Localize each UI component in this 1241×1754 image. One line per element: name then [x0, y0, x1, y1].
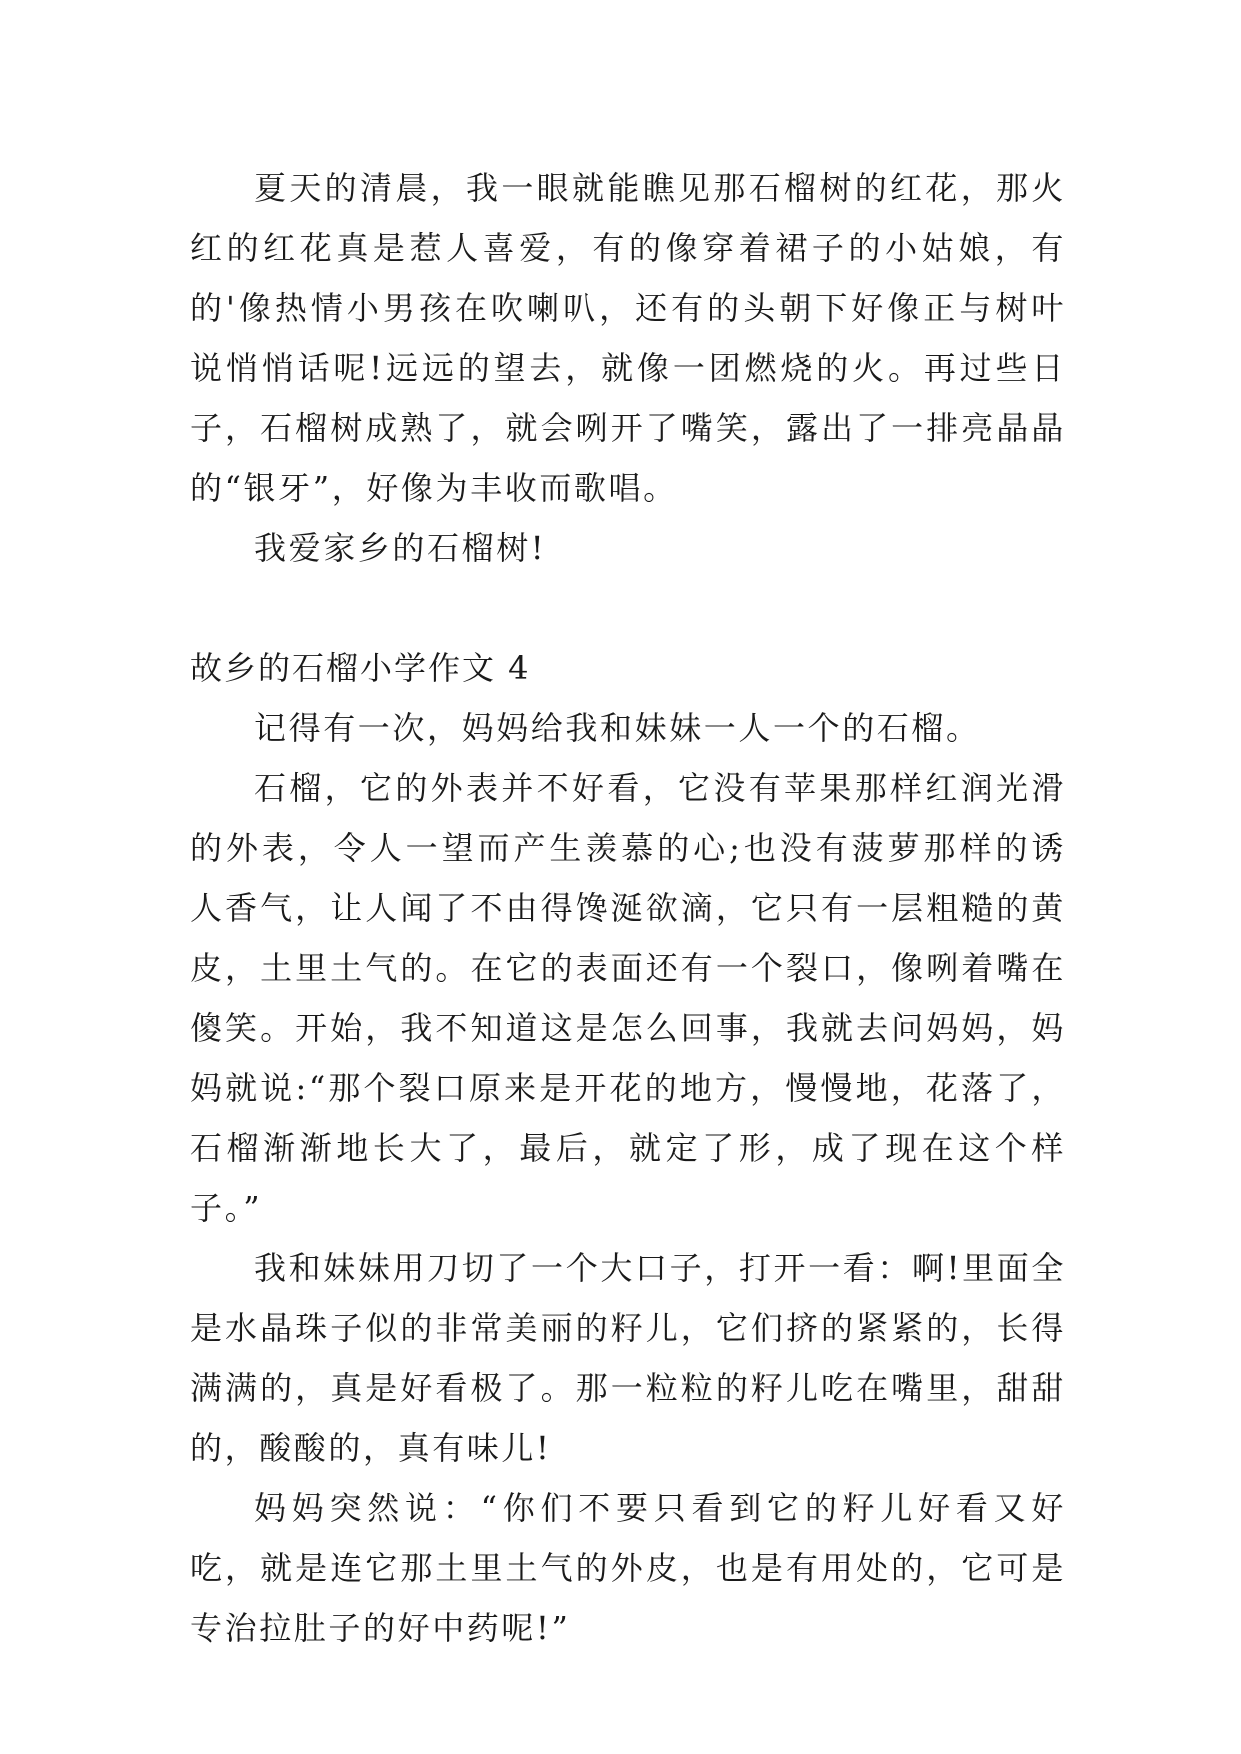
section-gap [190, 578, 1066, 638]
paragraph-pomegranate-appearance: 石榴，它的外表并不好看，它没有苹果那样红润光滑的外表，令人一望而产生羡慕的心;也没有菠萝那样的诱人香气，让人闻了不由得馋涎欲滴，它只有一层粗糙的黄皮，土里土气的。在它的表面还有一个裂口，像咧着嘴在傻笑。开始，我不知道这是怎么回事，我就去问妈妈，妈妈就说:“那个裂口原来是开花的地方，慢慢地，花落了，石榴渐渐地长大了，最后，就定了形，成了现在这个样子。” [190, 769, 1066, 1227]
paragraph-summer-morning: 夏天的清晨，我一眼就能瞧见那石榴树的红花，那火红的红花真是惹人喜爱，有的像穿着裙子的小姑娘，有的'像热情小男孩在吹喇叭，还有的头朝下好像正与树叶说悄悄话呢!远远的望去，就像一团燃烧的火。再过些日子，石榴树成熟了，就会咧开了嘴笑，露出了一排亮晶晶的“银牙”，好像为丰收而歌唱。 [190, 169, 1066, 507]
paragraph-love-pomegranate: 我爱家乡的石榴树! [254, 529, 547, 567]
document-body [190, 158, 1066, 1658]
section-title: 故乡的石榴小学作文 4 [190, 649, 531, 687]
paragraph-remember-once: 记得有一次，妈妈给我和妹妹一人一个的石榴。 [254, 709, 981, 747]
paragraph-mother-says: 妈妈突然说：“你们不要只看到它的籽儿好看又好吃，就是连它那土里土气的外皮，也是有用处的，它可是专治拉肚子的好中药呢!” [190, 1489, 1066, 1647]
paragraph-cut-open: 我和妹妹用刀切了一个大口子，打开一看：啊!里面全是水晶珠子似的非常美丽的籽儿，它们挤的紧紧的，长得满满的，真是好看极了。那一粒粒的籽儿吃在嘴里，甜甜的，酸酸的，真有味儿! [190, 1249, 1066, 1467]
